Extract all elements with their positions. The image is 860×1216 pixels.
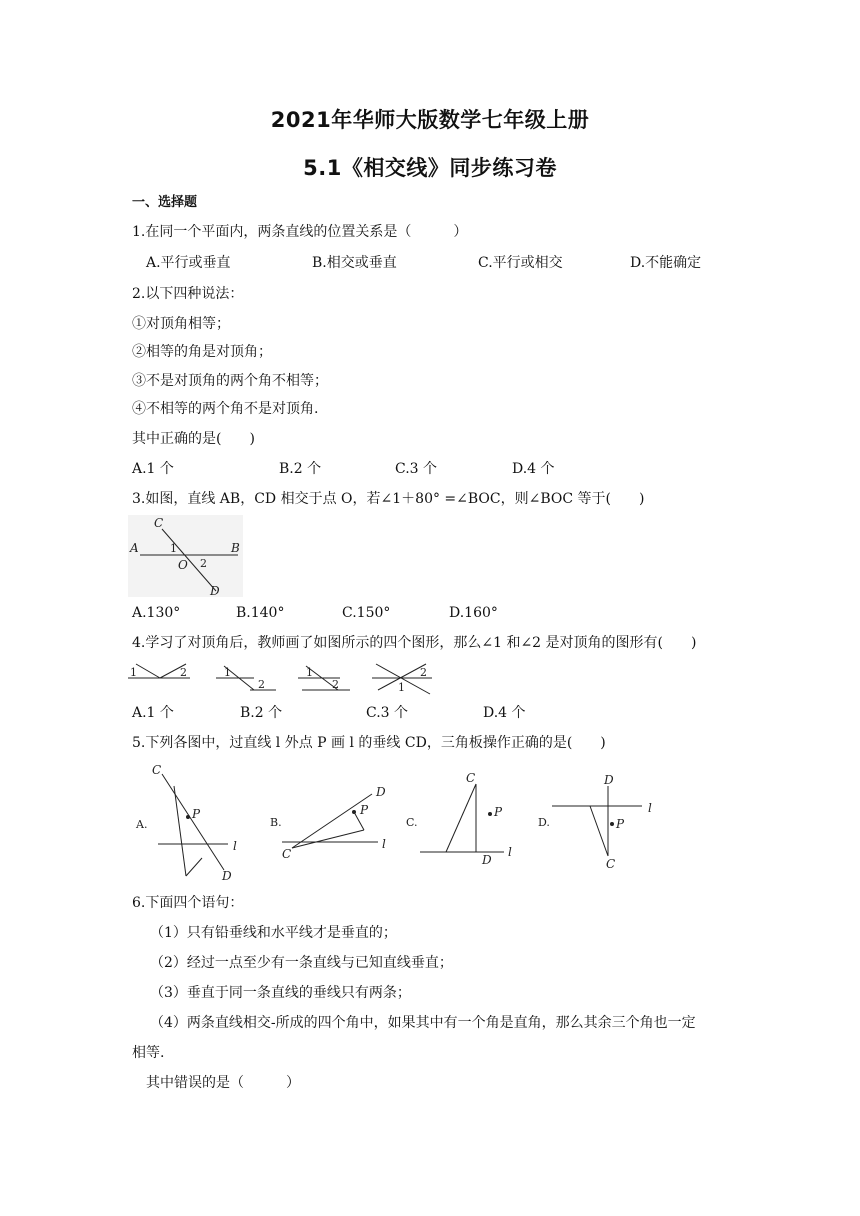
q2-option-c: C.3 个 (395, 461, 438, 477)
q3-label-angle2: 2 (200, 557, 207, 570)
q3-option-d: D.160° (449, 605, 498, 621)
q3-option-a: A.130° (132, 605, 181, 621)
q5-fig-c-c: C (466, 771, 476, 785)
q5-figure-b (268, 780, 394, 862)
q5-fig-b-letter: B. (270, 816, 282, 829)
q3-figure (128, 515, 243, 597)
q4-option-d: D.4 个 (483, 705, 526, 721)
q4-option-c: C.3 个 (366, 705, 409, 721)
q5-stem: 5.下列各图中，过直线 l 外点 P 画 l 的垂线 CD，三角板操作正确的是( ) (132, 735, 606, 751)
q5-fig-a-p: P (192, 807, 201, 821)
q5-figure-d (536, 772, 662, 872)
q5-fig-a-letter: A. (136, 818, 148, 831)
q1-stem: 1.在同一个平面内，两条直线的位置关系是（ ） (132, 224, 468, 240)
q4-figure-2 (214, 664, 278, 692)
q1-option-a: A.平行或垂直 (146, 255, 231, 271)
q6-item-4: （4）两条直线相交-所成的四个角中，如果其中有一个角是直角，那么其余三个角也一定 (150, 1015, 696, 1031)
q5-fig-d-p: P (616, 817, 625, 831)
q3-label-angle1: 1 (170, 542, 177, 555)
q4-figure-1 (128, 662, 192, 686)
q1-option-c: C.平行或相交 (478, 255, 563, 271)
section-heading: 一、选择题 (132, 195, 198, 210)
q4-figure-4 (372, 660, 434, 696)
q6-ask: 其中错误的是（ ） (146, 1075, 300, 1091)
q5-fig-c-d: D (482, 853, 492, 867)
q4-fig2-label-2: 2 (258, 678, 265, 691)
q5-figure-a (132, 760, 242, 882)
q2-ask: 其中正确的是( ) (132, 431, 255, 447)
q2-option-d: D.4 个 (512, 461, 555, 477)
doc-subtitle: 5.1《相交线》同步练习卷 (303, 156, 557, 180)
q4-stem: 4.学习了对顶角后，教师画了如图所示的四个图形，那么∠1 和∠2 是对顶角的图形有( ) (132, 635, 697, 651)
q5-fig-d-c: C (606, 857, 616, 871)
q5-fig-d-l: l (648, 801, 652, 815)
q3-label-a: A (130, 541, 139, 555)
q2-item-3: ③不是对顶角的两个角不相等； (132, 373, 328, 389)
q5-fig-a-l: l (233, 839, 237, 853)
q3-stem: 3.如图，直线 AB，CD 相交于点 O，若∠1＋80° =∠BOC，则∠BOC 等于( ) (132, 491, 645, 507)
q3-option-b: B.140° (236, 605, 285, 621)
q6-item-1: （1）只有铅垂线和水平线才是垂直的； (150, 925, 397, 941)
q4-fig1-label-2: 2 (180, 666, 187, 679)
q3-option-c: C.150° (342, 605, 391, 621)
q4-fig1-label-1: 1 (130, 666, 137, 679)
q5-fig-c-letter: C. (406, 816, 418, 829)
q1-option-b: B.相交或垂直 (312, 255, 397, 271)
q5-fig-b-p: P (360, 803, 369, 817)
q3-label-b: B (231, 541, 240, 555)
q3-label-d: D (210, 584, 220, 598)
q6-item-4-cont: 相等. (132, 1045, 165, 1061)
q6-stem: 6.下面四个语句： (132, 895, 244, 911)
q2-item-4: ④不相等的两个角不是对顶角. (132, 401, 319, 417)
q2-option-b: B.2 个 (279, 461, 322, 477)
q4-figure-3 (296, 664, 352, 692)
q5-fig-c-l: l (508, 845, 512, 859)
q2-option-a: A.1 个 (132, 461, 174, 477)
q2-item-2: ②相等的角是对顶角； (132, 344, 272, 360)
q5-fig-d-letter: D. (538, 816, 550, 829)
q3-label-o: O (178, 558, 188, 572)
q6-item-2: （2）经过一点至少有一条直线与已知直线垂直； (150, 955, 453, 971)
q5-fig-d-d: D (604, 773, 614, 787)
q4-fig4-label-2: 2 (420, 666, 427, 679)
q5-fig-a-d: D (222, 869, 232, 883)
q4-fig2-label-1: 1 (224, 666, 231, 679)
q2-stem: 2.以下四种说法： (132, 286, 244, 302)
q4-fig3-label-1: 1 (306, 666, 313, 679)
q5-fig-b-l: l (382, 837, 386, 851)
doc-title: 2021年华师大版数学七年级上册 (270, 108, 590, 132)
q5-figure-c (404, 768, 520, 868)
q6-item-3: （3）垂直于同一条直线的垂线只有两条； (150, 985, 411, 1001)
q4-fig3-label-2: 2 (332, 678, 339, 691)
q3-label-c: C (154, 516, 164, 530)
q4-option-a: A.1 个 (132, 705, 174, 721)
q5-fig-b-c: C (282, 847, 292, 861)
q1-option-d: D.不能确定 (630, 255, 702, 271)
q4-fig4-label-1: 1 (398, 681, 405, 694)
q5-fig-b-d: D (376, 785, 386, 799)
q4-option-b: B.2 个 (240, 705, 283, 721)
q5-fig-c-p: P (494, 805, 503, 819)
q5-fig-a-c: C (152, 763, 162, 777)
q2-item-1: ①对顶角相等； (132, 316, 230, 332)
